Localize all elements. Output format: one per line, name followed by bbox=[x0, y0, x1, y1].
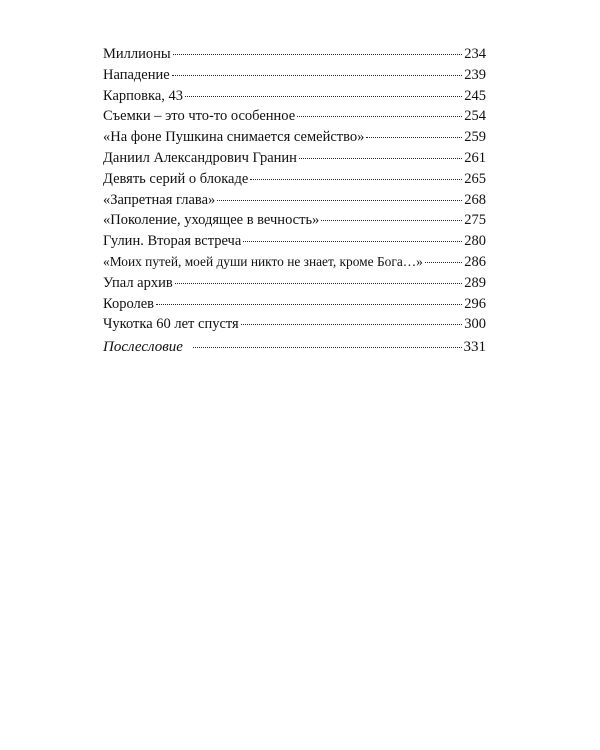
toc-entry-page: 268 bbox=[464, 191, 486, 208]
toc-entry-page: 239 bbox=[464, 66, 486, 83]
toc-entry-page: 234 bbox=[464, 46, 486, 62]
toc-entry-title: «На фоне Пушкина снимается семейство» bbox=[103, 129, 365, 146]
toc-entry bbox=[103, 190, 486, 211]
dot-leader bbox=[425, 262, 462, 263]
dot-leader bbox=[185, 96, 462, 97]
toc-entry bbox=[103, 106, 486, 127]
toc-entry-title: Королев bbox=[103, 295, 155, 312]
toc-entry-page: 254 bbox=[464, 108, 486, 125]
toc-entry-title: «Запретная глава» bbox=[103, 191, 216, 208]
toc-entry-title: Девять серий о блокаде bbox=[103, 170, 249, 187]
toc-entry-title: Карповка, 43 bbox=[103, 87, 184, 104]
dot-leader bbox=[217, 200, 462, 201]
toc-entry bbox=[103, 314, 486, 335]
toc-entry bbox=[103, 252, 486, 273]
toc-entry-title: «Моих путей, моей души никто не знает, кроме Бога…» bbox=[103, 253, 423, 269]
toc-entry-title: «Поколение, уходящее в вечность» bbox=[103, 212, 320, 229]
toc-entry-title: Миллионы bbox=[103, 46, 171, 62]
toc-entry-title: Чукотка 60 лет спустя bbox=[103, 316, 239, 333]
toc-entry-page: 296 bbox=[464, 295, 486, 312]
toc-afterword-page: 331 bbox=[463, 339, 486, 356]
toc-entry bbox=[103, 65, 486, 86]
toc-entry bbox=[103, 273, 486, 294]
toc-entry bbox=[103, 169, 486, 190]
toc-entry-title: Съемки – это что-то особенное bbox=[103, 108, 296, 125]
dot-leader bbox=[366, 137, 462, 138]
toc-entry-page: 289 bbox=[464, 274, 486, 291]
toc-entry bbox=[103, 231, 486, 252]
dot-leader bbox=[250, 179, 462, 180]
toc-afterword-title: Послесловие bbox=[103, 339, 183, 356]
toc-entry bbox=[103, 86, 486, 107]
toc-entry bbox=[103, 44, 486, 65]
dot-leader bbox=[241, 324, 463, 325]
toc-entry-title: Упал архив bbox=[103, 274, 173, 291]
toc-entry-page: 265 bbox=[464, 170, 486, 187]
dot-leader bbox=[299, 158, 462, 159]
toc-entry-page: 259 bbox=[464, 129, 486, 146]
toc-entry-page: 300 bbox=[464, 316, 486, 333]
toc-entry bbox=[103, 210, 486, 231]
table-of-contents bbox=[103, 44, 486, 358]
dot-leader bbox=[193, 347, 462, 348]
toc-entry-page: 280 bbox=[464, 233, 486, 250]
dot-leader bbox=[172, 75, 463, 76]
toc-entry bbox=[103, 127, 486, 148]
toc-entry-page: 275 bbox=[464, 212, 486, 229]
toc-afterword bbox=[103, 337, 486, 358]
dot-leader bbox=[243, 241, 462, 242]
dot-leader bbox=[297, 116, 462, 117]
dot-leader bbox=[321, 220, 462, 221]
toc-entry-title: Нападение bbox=[103, 66, 170, 83]
toc-entry-title: Гулин. Вторая встреча bbox=[103, 233, 242, 250]
toc-entry-page: 261 bbox=[464, 149, 486, 166]
toc-entry bbox=[103, 148, 486, 169]
toc-entry-title: Даниил Александрович Гранин bbox=[103, 149, 297, 166]
dot-leader bbox=[175, 283, 463, 284]
dot-leader bbox=[156, 304, 462, 305]
toc-entry bbox=[103, 294, 486, 315]
dot-leader bbox=[173, 54, 463, 55]
toc-entry-page: 245 bbox=[464, 87, 486, 104]
toc-entry-page: 286 bbox=[464, 253, 486, 270]
